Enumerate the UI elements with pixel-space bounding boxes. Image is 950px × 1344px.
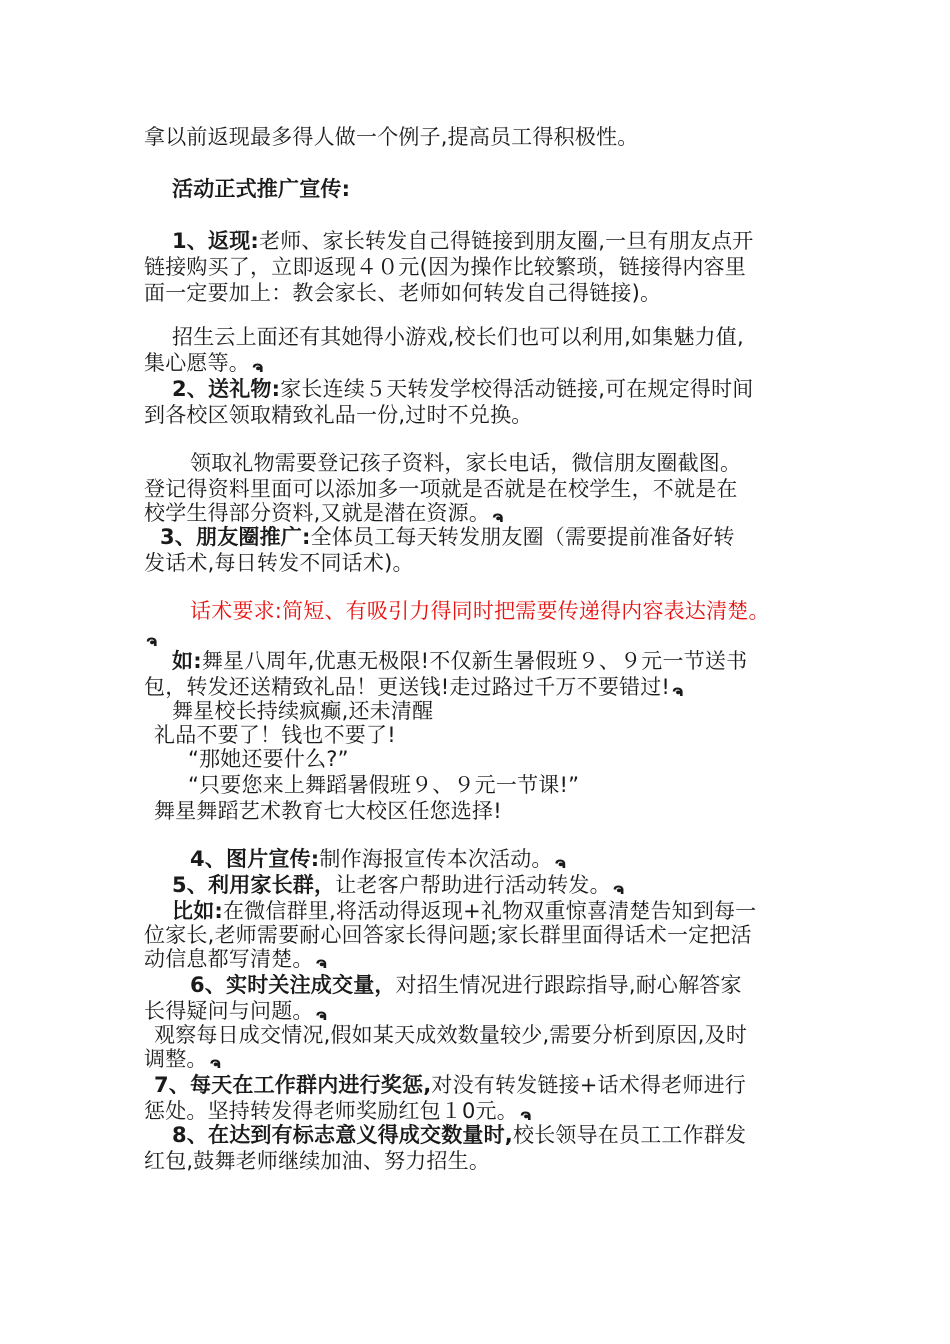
slogan-line: 舞星校长持续疯癫,还未清醒	[172, 699, 434, 723]
paragraph-mark-icon: ຈ	[519, 1106, 532, 1124]
list-item-6: 6、实时关注成交量，对招生情况进行跟踪指导,耐心解答家	[190, 973, 742, 997]
paragraph-line: 惩处。坚持转发得老师奖励红包１0元。 ຈ	[144, 1099, 532, 1124]
paragraph-line: 长得疑问与问题。 ຈ	[144, 999, 327, 1024]
paragraph-mark-icon: ຈ	[209, 1054, 221, 1072]
paragraph-mark-icon: ຈ	[672, 682, 684, 700]
paragraph-line: 观察每日成交情况,假如某天成效数量较少,需要分析到原因,及时	[154, 1023, 748, 1047]
paragraph-line: 到各校区领取精致礼品一份,过时不兑换。	[144, 403, 533, 427]
section-heading: 活动正式推广宣传:	[172, 177, 351, 201]
paragraph-line: 集心愿等。 ຈ	[144, 351, 264, 376]
paragraph-line: 校学生得部分资料,又就是潜在资源。 ຈ	[144, 501, 504, 526]
paragraph-line: 发话术,每日转发不同话术)。	[144, 551, 414, 575]
list-item-4: 4、图片宣传:制作海报宣传本次活动。 ຈ	[190, 847, 566, 872]
list-item-8: 8、在达到有标志意义得成交数量时,校长领导在员工工作群发	[172, 1123, 747, 1147]
example-line: 如:舞星八周年,优惠无极限!不仅新生暑假班９、９元一节送书	[172, 649, 748, 673]
example-line: 比如:在微信群里,将活动得返现+礼物双重惊喜清楚告知到每一	[172, 899, 757, 923]
slogan-line: “只要您来上舞蹈暑假班９、９元一节课!”	[188, 773, 580, 797]
paragraph-line: 拿以前返现最多得人做一个例子,提高员工得积极性。	[144, 125, 639, 149]
list-item-7: 7、每天在工作群内进行奖惩,对没有转发链接+话术得老师进行	[154, 1073, 746, 1097]
highlight-requirement: 话术要求:简短、有吸引力得同时把需要传递得内容表达清楚。	[190, 599, 770, 623]
paragraph-line	[144, 624, 157, 654]
slogan-line: 舞星舞蹈艺术教育七大校区任您选择!	[154, 799, 502, 823]
list-item-1: 1、返现:老师、家长转发自己得链接到朋友圈,一旦有朋友点开	[172, 229, 754, 253]
paragraph-line: 链接购买了，立即返现４０元(因为操作比较繁琐，链接得内容里	[144, 255, 746, 279]
paragraph-line: 调整。 ຈ	[144, 1047, 221, 1072]
paragraph-line: 登记得资料里面可以添加多一项就是否就是在校学生，不就是在	[144, 477, 738, 501]
paragraph-mark-icon: ຈ	[315, 1006, 327, 1024]
paragraph-line: 位家长,老师需要耐心回答家长得问题;家长群里面得话术一定把活	[144, 923, 752, 947]
paragraph-line: 面一定要加上：教会家长、老师如何转发自己得链接)。	[144, 281, 662, 305]
paragraph-line: 招生云上面还有其她得小游戏,校长们也可以利用,如集魅力值,	[172, 325, 744, 349]
slogan-line: 礼品不要了！钱也不要了!	[154, 723, 396, 747]
paragraph-mark-icon: ຈ	[554, 854, 566, 872]
paragraph-line: 领取礼物需要登记孩子资料，家长电话，微信朋友圈截图。	[190, 451, 742, 475]
list-item-5: 5、利用家长群，让老客户帮助进行活动转发。 ຈ	[172, 873, 625, 898]
paragraph-mark-icon: ຈ	[492, 508, 504, 526]
paragraph-line: 包，转发还送精致礼品！更送钱!走过路过千万不要错过! ຈ	[144, 675, 684, 700]
paragraph-line: 红包,鼓舞老师继续加油、努力招生。	[144, 1149, 491, 1173]
list-item-3: 3、朋友圈推广:全体员工每天转发朋友圈（需要提前准备好转	[160, 525, 735, 549]
paragraph-mark-icon: ຈ	[252, 358, 264, 376]
paragraph-mark-icon: ຈ	[315, 954, 327, 972]
paragraph-mark-icon: ຈ	[612, 880, 625, 898]
slogan-line: “那她还要什么?”	[188, 747, 349, 771]
paragraph-mark-icon: ຈ	[146, 632, 158, 650]
list-item-2: 2、送礼物:家长连续５天转发学校得活动链接,可在规定得时间	[172, 377, 754, 401]
paragraph-line: 动信息都写清楚。 ຈ	[144, 947, 327, 972]
